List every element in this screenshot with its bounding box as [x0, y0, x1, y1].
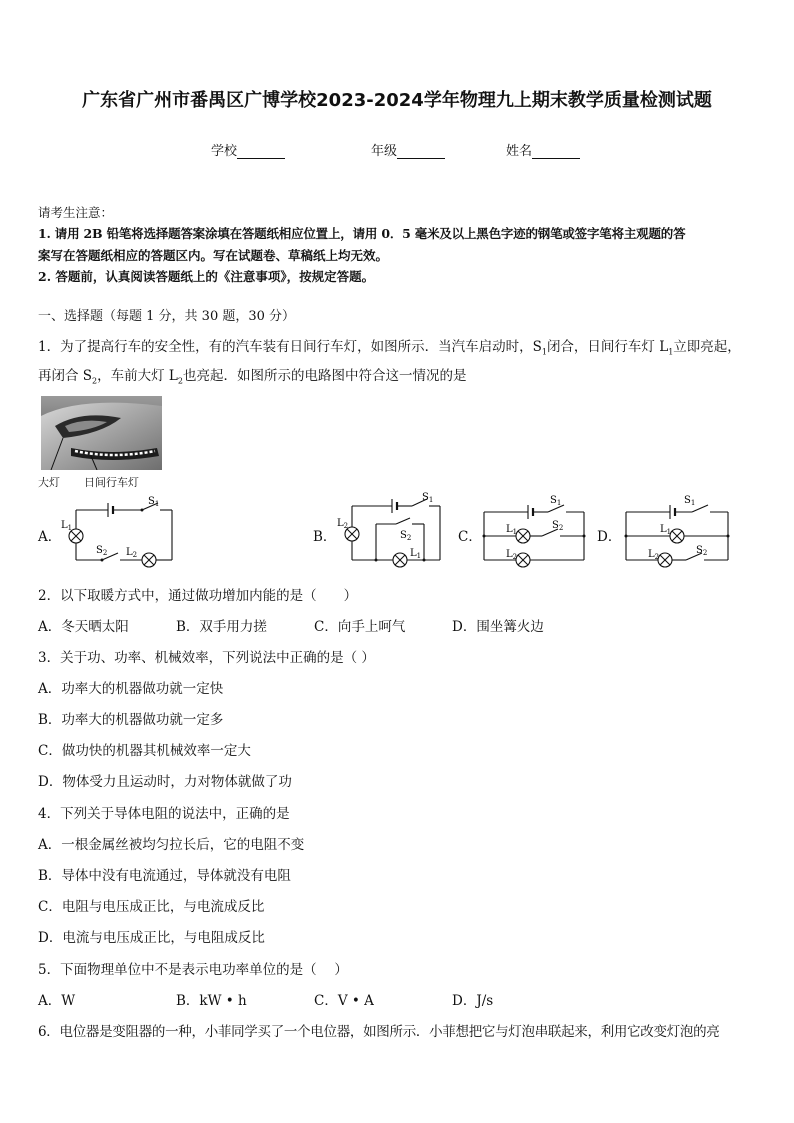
q4-stem: 4．下列关于导体电阻的说法中，正确的是: [38, 806, 290, 822]
q5-option-d[interactable]: D．J/s: [452, 993, 494, 1009]
caption-daytime-light: 日间行车灯: [84, 476, 139, 489]
name-label: 姓名: [506, 144, 533, 159]
q1-s2-sub: 2: [92, 376, 98, 386]
q5-stem: 5．下面物理单位中不是表示电功率单位的是（ ）: [38, 962, 348, 978]
label-l2: $L_2$: [506, 549, 518, 561]
page-title: 广东省广州市番禺区广博学校2023-2024学年物理九上期末教学质量检测试题: [82, 90, 712, 111]
q1-stem-line-2: [38, 364, 467, 386]
label-l1: $L_1$: [410, 548, 422, 560]
q2-option-c[interactable]: C．向手上呵气: [314, 619, 406, 635]
school-blank[interactable]: [237, 144, 285, 159]
school-label: 学校: [211, 144, 238, 159]
label-s1: $S_1$: [148, 496, 160, 508]
notice-line-1b: 案写在答题纸相应的答题区内。写在试题卷、草稿纸上均无效。: [38, 248, 389, 263]
grade-blank[interactable]: [397, 144, 445, 159]
circuit-a-diagram: [58, 496, 180, 568]
label-l1: $L_1$: [660, 524, 672, 536]
q3-option-b[interactable]: B．功率大的机器做功就一定多: [38, 712, 224, 728]
q2-option-d[interactable]: D．围坐篝火边: [452, 619, 544, 635]
label-s2: $S_2$: [400, 530, 412, 542]
label-l1: $L_1$: [506, 524, 518, 536]
q1-line2-pre: 再闭合 S: [38, 368, 93, 384]
caption-headlight: 大灯: [38, 476, 60, 489]
lamp-l1-icon: [393, 553, 407, 567]
q1-l1-sub: 1: [668, 347, 674, 357]
notice-line-1a: 1. 请用 2B 铅笔将选择题答案涂填在答题纸相应位置上，请用 0．5 毫米及以上黑色字迹的钢笔或签字笔将主观题的答: [38, 226, 686, 241]
name-field[interactable]: [506, 140, 580, 159]
q1-line1-mid: 闭合，日间行车灯 L: [546, 339, 669, 355]
q1-s1-sub: 1: [541, 347, 547, 357]
q1-line2-post: 也亮起．如图所示的电路图中符合这一情况的是: [183, 368, 467, 384]
section-heading: 一、选择题（每题 1 分，共 30 题，30 分）: [38, 309, 296, 324]
label-l2: $L_2$: [126, 547, 138, 559]
school-field[interactable]: [211, 140, 285, 159]
grade-field[interactable]: [371, 140, 445, 159]
lamp-l1-icon: [516, 529, 530, 543]
q4-option-a[interactable]: A．一根金属丝被均匀拉长后，它的电阻不变: [38, 837, 305, 853]
label-s1: $S_1$: [422, 492, 434, 504]
q3-option-d[interactable]: D．物体受力且运动时，力对物体就做了功: [38, 774, 292, 790]
q2-option-b[interactable]: B．双手用力搓: [176, 619, 267, 635]
q5-option-b[interactable]: B．kW • h: [176, 993, 247, 1009]
label-l1: $L_1$: [61, 520, 73, 532]
q6-stem: 6．电位器是变阻器的一种，小菲同学买了一个电位器，如图所示．小菲想把它与灯泡串联起来，利用它改变灯泡的亮: [38, 1024, 720, 1040]
q1-option-c[interactable]: C．: [458, 529, 482, 545]
q1-option-d[interactable]: D．: [597, 529, 622, 545]
q5-option-c[interactable]: C．V • A: [314, 993, 374, 1009]
notice-heading: 请考生注意：: [38, 205, 114, 220]
notice-line-2: 2. 答题前，认真阅读答题纸上的《注意事项》，按规定答题。: [38, 269, 375, 284]
label-s2: $S_2$: [696, 545, 708, 557]
q4-option-b[interactable]: B．导体中没有电流通过，导体就没有电阻: [38, 868, 291, 884]
lamp-l2-icon: [516, 553, 530, 567]
q1-stem-line-1: [38, 335, 741, 357]
q2-option-a[interactable]: A．冬天晒太阳: [38, 619, 129, 635]
lamp-l1-icon: [670, 529, 684, 543]
lamp-l2-icon: [658, 553, 672, 567]
label-s2: $S_2$: [552, 520, 564, 532]
grade-label: 年级: [371, 144, 398, 159]
circuit-d-diagram: [620, 490, 732, 572]
q3-option-a[interactable]: A．功率大的机器做功就一定快: [38, 681, 224, 697]
q1-option-b[interactable]: B．: [313, 529, 337, 545]
q4-option-c[interactable]: C．电阻与电压成正比，与电流成反比: [38, 899, 265, 915]
q5-option-a[interactable]: A．W: [38, 993, 76, 1009]
q1-line1-pre: 1．为了提高行车的安全性，有的汽车装有日间行车灯，如图所示．当汽车启动时，S: [38, 339, 542, 355]
label-s1: $S_1$: [684, 495, 696, 507]
label-l2: $L_2$: [337, 518, 349, 530]
q3-option-c[interactable]: C．做功快的机器其机械效率一定大: [38, 743, 251, 759]
label-l2: $L_2$: [648, 549, 660, 561]
circuit-b-diagram: [334, 492, 450, 568]
lamp-l2-icon: [142, 553, 156, 567]
q4-option-d[interactable]: D．电流与电压成正比，与电阻成反比: [38, 930, 265, 946]
q1-l2-sub: 2: [177, 376, 183, 386]
name-blank[interactable]: [532, 144, 580, 159]
q1-option-a[interactable]: A．: [38, 529, 62, 545]
label-s2: $S_2$: [96, 545, 108, 557]
car-headlight-photo: [41, 396, 162, 470]
q3-stem: 3．关于功、功率、机械效率，下列说法中正确的是（ ）: [38, 650, 375, 666]
q1-line1-post: 立即亮起，: [673, 339, 741, 355]
circuit-c-diagram: [478, 490, 590, 572]
label-s1: $S_1$: [550, 495, 562, 507]
q2-stem: 2．以下取暖方式中，通过做功增加内能的是（ ）: [38, 588, 358, 604]
q1-line2-mid: ，车前大灯 L: [97, 368, 178, 384]
